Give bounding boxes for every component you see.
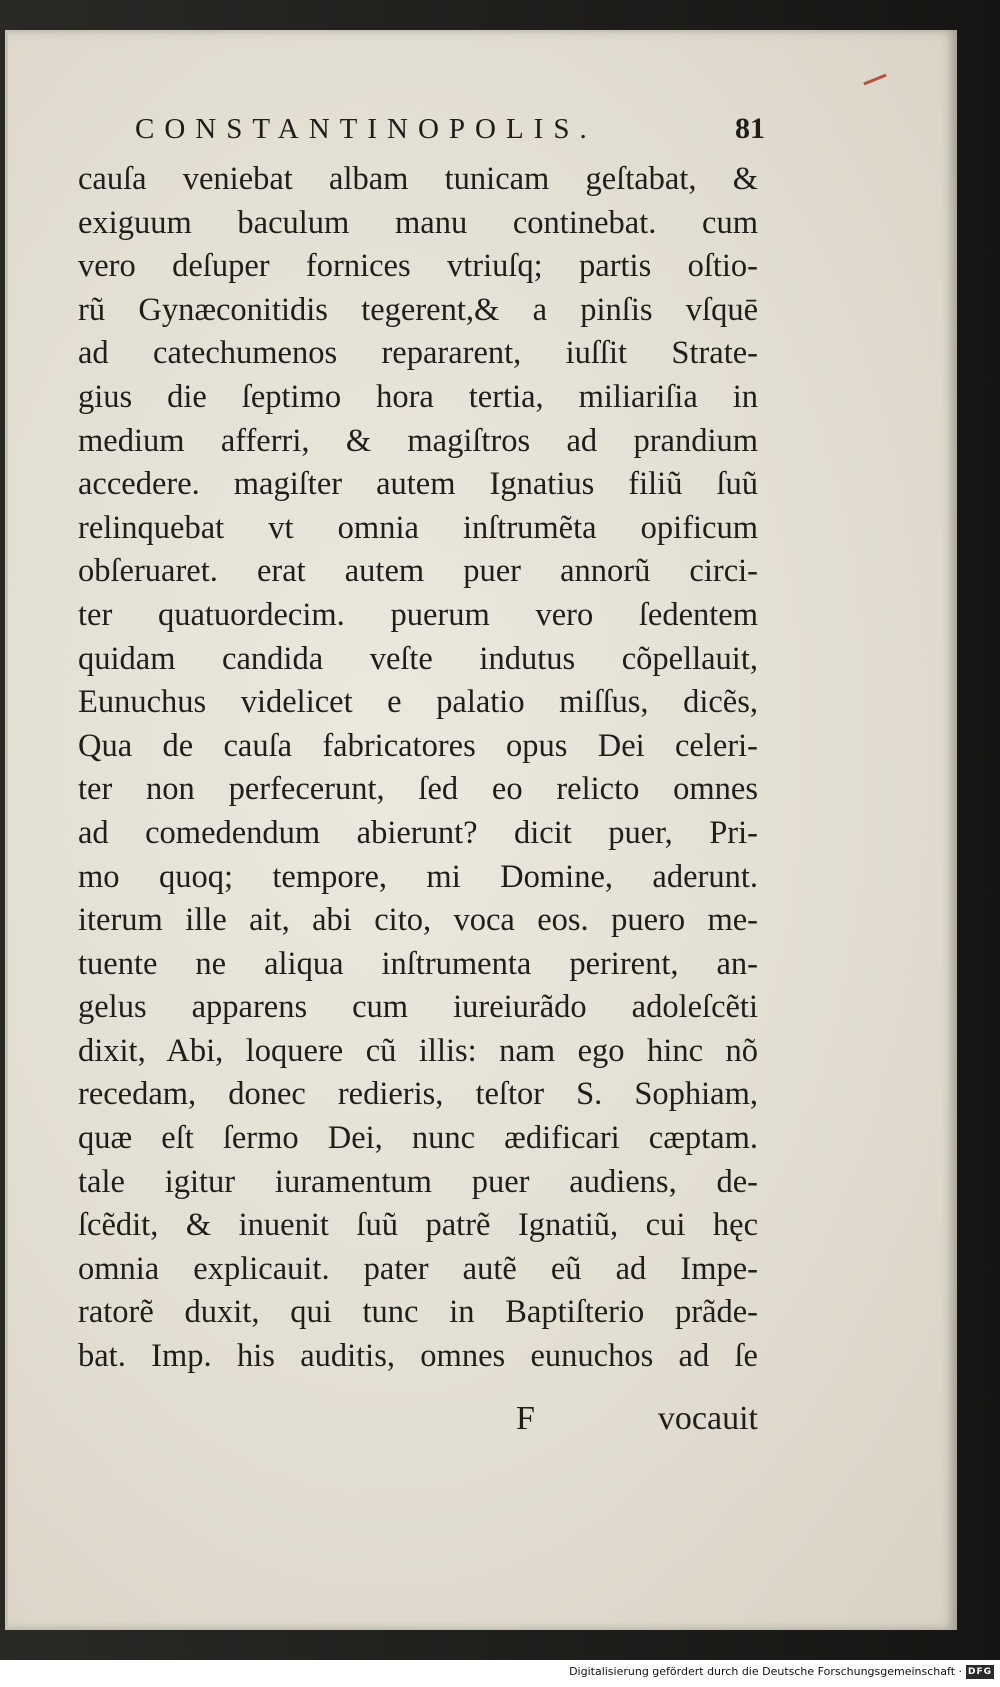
digitization-credit-bar [0,1660,1000,1687]
text-line: ſcẽdit, & inuenit ſuũ patrẽ Ignatiũ, cui hęc [78,1207,758,1244]
body-text [78,158,758,1379]
text-line: omnia explicauit. pater autẽ eũ ad Impe- [78,1250,758,1287]
text-line: accedere. magiſter autem Ignatius filiũ ſuũ [78,466,758,503]
running-head [135,112,765,152]
text-line: relinquebat vt omnia inſtrumẽta opificum [78,509,758,546]
text-line: bat. Imp. his auditis, omnes eunuchos ad ſe [78,1338,758,1375]
text-line: ter non perfecerunt, ſed eo relicto omnes [78,771,758,808]
text-line: ad comedendum abierunt? dicit puer, Pri- [78,814,758,851]
text-line: cauſa veniebat albam tunicam geſtabat, & [78,161,758,197]
dfg-logo: DFG [967,1667,992,1677]
book-page [5,30,957,1630]
catchword: vocauit [657,1400,758,1437]
text-line: medium afferri, & magiſtros ad prandium [78,422,758,459]
text-line: quæ eſt ſermo Dei, nunc ædificari cæptam. [78,1120,758,1157]
text-line: quidam candida veſte indutus cõpellauit, [78,640,758,677]
text-line: Qua de cauſa fabricatores opus Dei celeri- [78,727,758,764]
text-line: Eunuchus videlicet e palatio miſſus, dicẽs, [78,684,758,721]
page-footer [78,1400,758,1450]
text-line: dixit, Abi, loquere cũ illis: nam ego hinc nõ [78,1032,758,1069]
text-line: exiguum baculum manu continebat. cum [78,204,758,241]
credit-text: Digitalisierung gefördert durch die Deutsche Forschungsgemeinschaft · [569,1665,962,1678]
running-title: CONSTANTINOPOLIS. [135,113,597,145]
text-line: gius die ſeptimo hora tertia, miliariſia in [78,378,758,415]
text-line: tale igitur iuramentum puer audiens, de- [78,1163,758,1200]
text-line: ratorẽ duxit, qui tunc in Baptiſterio prãde- [78,1294,758,1331]
text-line: mo quoq; tempore, mi Domine, aderunt. [78,858,758,895]
text-line: gelus apparens cum iureiurãdo adoleſcẽti [78,989,758,1026]
text-line: recedam, donec redieris, teſtor S. Sophiam, [78,1076,758,1113]
text-line: ad catechumenos repararent, iuſſit Strate- [78,335,758,372]
margin-ink-mark [863,74,886,86]
text-line: vero deſuper fornices vtriuſq; partis oſtio- [78,248,758,285]
text-line: rũ Gynæconitidis tegerent,& a pinſis vſquē [78,291,758,328]
text-line: obſeruaret. erat autem puer annorũ circi- [78,553,758,590]
text-line: ter quatuordecim. puerum vero ſedentem [78,596,758,633]
page-number: 81 [735,112,765,145]
signature-mark: F [516,1400,535,1437]
text-line: tuente ne aliqua inſtrumenta perirent, an- [78,945,758,982]
text-line: iterum ille ait, abi cito, voca eos. puero me- [78,902,758,939]
